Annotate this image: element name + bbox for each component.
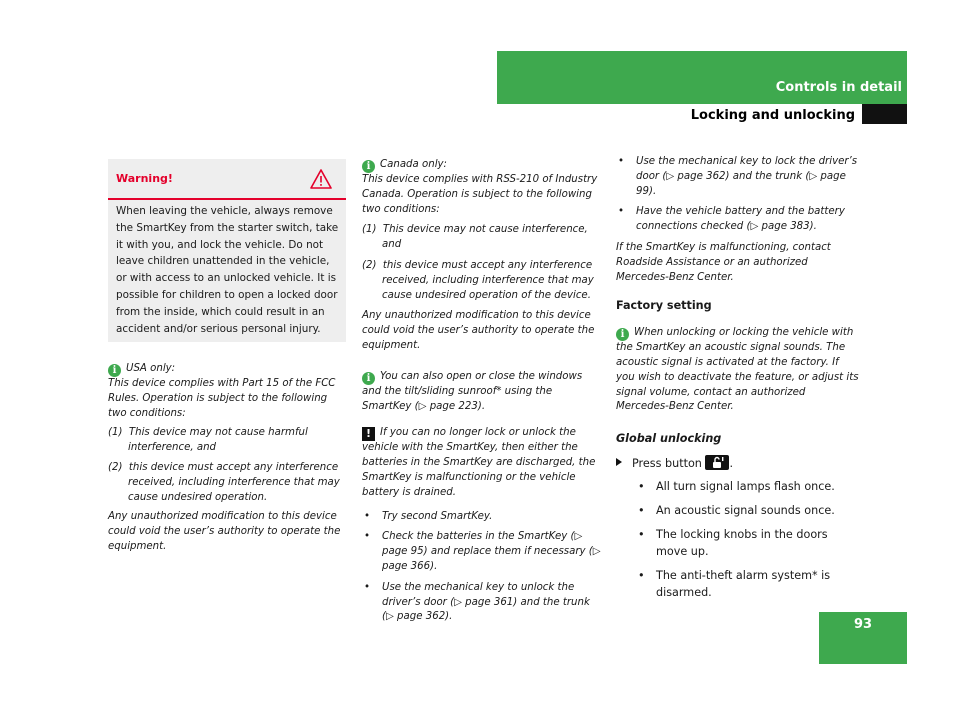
page-number-box bbox=[819, 612, 907, 664]
info-icon: i bbox=[362, 160, 375, 173]
info-icon: i bbox=[362, 372, 375, 385]
usa-title: USA only: bbox=[126, 363, 176, 374]
list-item: • Use the mechanical key to unlock the driver’s door (▷ page 361) and the trunk (▷ page 362). bbox=[362, 581, 602, 625]
warning-title: Warning! bbox=[116, 172, 173, 185]
condition-2: this device must accept any interference received, including interference that may cause undesired operation of the device. bbox=[382, 259, 594, 301]
result-list bbox=[616, 478, 860, 601]
unlock-button-icon bbox=[705, 455, 729, 470]
section-title: Controls in detail bbox=[775, 80, 902, 95]
canada-title: Canada only: bbox=[380, 159, 447, 170]
factory-setting-note: When unlocking or locking the vehicle with the SmartKey an acoustic signal sounds. The acoustic signal is activated at the factory. If you wish to deactivate the feature, or adjust its signal volume, contact an authorized Mercedes-Benz Center. bbox=[616, 327, 859, 413]
header-marker bbox=[862, 104, 907, 124]
column-3 bbox=[616, 155, 860, 601]
condition-1: This device may not cause harmful interference, and bbox=[128, 427, 308, 454]
warning-body: When leaving the vehicle, always remove the SmartKey from the starter switch, take it with you, and lock the vehicle. Do not leave children unattended in the vehicle, or with access to an unlocked vehicle. It is possible for children to open a locked door from the inside, which could result in an accident and/or serious personal injury. bbox=[116, 205, 339, 335]
list-item: • The anti-theft alarm system* is disarmed. bbox=[636, 567, 860, 601]
column-2 bbox=[362, 158, 602, 625]
malfunction-paragraph: If the SmartKey is malfunctioning, contact Roadside Assistance or an authorized Mercedes-Benz Center. bbox=[616, 241, 831, 283]
condition-number: (2) bbox=[108, 461, 123, 473]
list-item: • The locking knobs in the doors move up. bbox=[636, 526, 860, 560]
list-item: • Try second SmartKey. bbox=[362, 510, 602, 525]
usa-intro: This device complies with Part 15 of the FCC Rules. Operation is subject to the following two conditions: bbox=[108, 378, 336, 419]
canada-intro: This device complies with RSS-210 of Industry Canada. Operation is subject to the following two conditions: bbox=[362, 174, 598, 215]
condition-1: This device may not cause interference, and bbox=[382, 224, 588, 251]
step-text: Press button bbox=[632, 456, 702, 470]
list-item: • Check the batteries in the SmartKey (▷ page 95) and replace them if necessary (▷ page 366). bbox=[362, 530, 602, 574]
list-item: • An acoustic signal sounds once. bbox=[636, 502, 860, 519]
list-item: • Have the vehicle battery and the battery connections checked (▷ page 383). bbox=[616, 205, 860, 235]
warning-triangle-icon bbox=[310, 169, 332, 189]
info-icon: i bbox=[108, 364, 121, 377]
step-arrow-icon bbox=[616, 458, 622, 466]
step-end: . bbox=[729, 456, 734, 470]
condition-2: this device must accept any interference received, including interference that may cause undesired operation. bbox=[128, 461, 340, 503]
warning-box bbox=[108, 159, 346, 342]
subsection-title: Locking and unlocking bbox=[690, 108, 855, 123]
global-unlocking-heading: Global unlocking bbox=[616, 432, 722, 446]
list-item: • Use the mechanical key to lock the driver’s door (▷ page 362) and the trunk (▷ page 99). bbox=[616, 155, 860, 199]
sunroof-note: You can also open or close the windows and the tilt/sliding sunroof* using the SmartKey (▷ page 223). bbox=[362, 370, 583, 412]
page-number: 93 bbox=[853, 617, 873, 632]
info-icon: i bbox=[616, 328, 629, 341]
modification-note: Any unauthorized modification to this device could void the user’s authority to operate the equipment. bbox=[108, 511, 341, 552]
condition-number: (2) bbox=[362, 259, 377, 271]
header-band bbox=[497, 51, 907, 104]
smartkey-note: If you can no longer lock or unlock the vehicle with the SmartKey, then either the batteries in the SmartKey are discharged, the SmartKey is malfunctioning or the vehicle battery is drained. bbox=[362, 427, 596, 498]
exclamation-icon: ! bbox=[362, 427, 375, 441]
condition-number: (1) bbox=[108, 427, 123, 439]
list-item: • All turn signal lamps flash once. bbox=[636, 478, 860, 495]
column-1 bbox=[108, 362, 346, 555]
factory-setting-heading: Factory setting bbox=[616, 299, 712, 313]
condition-number: (1) bbox=[362, 224, 377, 236]
modification-note: Any unauthorized modification to this device could void the user’s authority to operate the equipment. bbox=[362, 310, 595, 351]
warning-divider bbox=[108, 198, 346, 200]
